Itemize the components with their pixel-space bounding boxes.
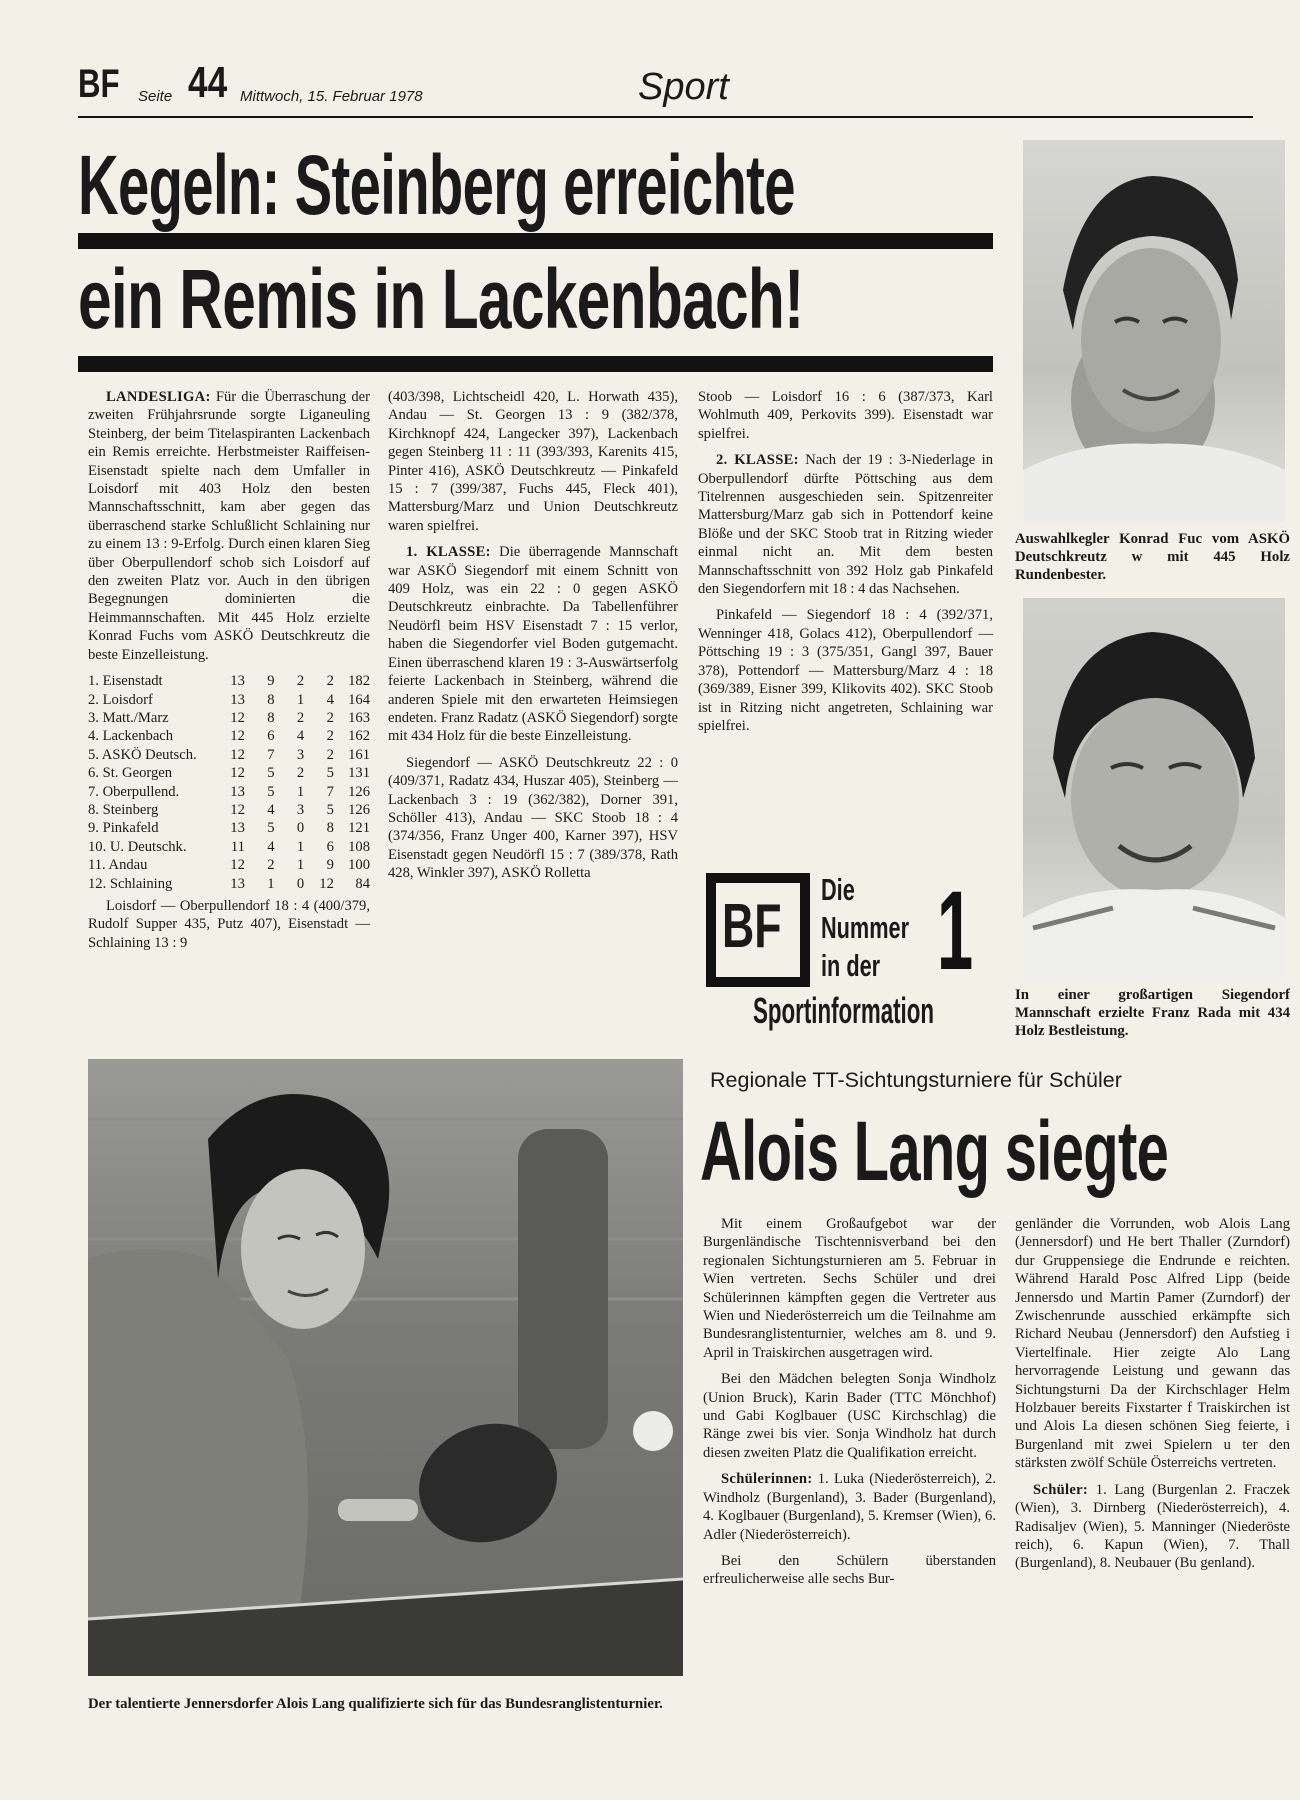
standings-value: 5 bbox=[267, 783, 275, 800]
standings-value: 1 bbox=[296, 838, 305, 855]
standings-value: 12 bbox=[230, 746, 245, 763]
headline-line1: Kegeln: Steinberg erreichte bbox=[78, 138, 795, 232]
standings-value: 100 bbox=[348, 857, 370, 874]
standings-value: 2 bbox=[326, 673, 334, 690]
standings-team: 5. ASKÖ Deutsch. bbox=[88, 746, 197, 763]
standings-row bbox=[88, 856, 370, 874]
standings-row bbox=[88, 672, 370, 690]
article2-paragraph1: Mit einem Großaufgebot war der Burgenländische Tischtennisverband bei den regionalen Sichtungsturnieren am 5. Februar in Wien vertreten. Sechs Schüler und drei Schülerinnen kämpften gegen die Vertreter aus Wien und Niederösterreich um die Teilnahme am Bundesranglistenturnier, welches am 8. und 9. April in Traiskirchen ausgetragen wird. bbox=[703, 1216, 996, 1361]
page-label: Seite bbox=[138, 88, 173, 105]
masthead-logo: BF bbox=[78, 62, 120, 106]
standings-row bbox=[88, 764, 370, 782]
article2-headline: Alois Lang siegte bbox=[700, 1104, 1169, 1198]
article2-paragraph3: Schülerinnen: 1. Luka (Niederösterreich), 2. Windholz (Burgenland), 3. Bader (Burgenland), 4. Koglbauer (Burgenland), 5. Kremser (Wien), 6. Adler (Niederösterreich). bbox=[703, 1471, 996, 1543]
standings-value: 1 bbox=[296, 857, 305, 874]
article1-column1 bbox=[88, 388, 370, 960]
table-tennis-photo bbox=[88, 1059, 683, 1676]
article1-col2-paragraph2: 1. KLASSE: Die überragende Mannschaft war ASKÖ Siegendorf mit einem Schnitt von 409 Holz, was ein 22 : 0 gegen ASKÖ Deutschkreutz einbrachte. Da Tabellenführer Neudörfl beim HSV Eisenstadt 7 : 15 verlor, haben die Siegendorfer viel Boden gutgemacht. Einen überraschend klaren 19 : 3-Auswärtserfolg feierte Lackenbach in Steinberg, während die anderen Spiele mit den erwarteten Heimsiegen endeten. Franz Radatz (ASKÖ Siegendorf) sorgte mit 434 Holz für die beste Einzelleistung. bbox=[388, 544, 679, 745]
standings-value: 13 bbox=[230, 783, 245, 800]
standings-team: 4. Lackenbach bbox=[88, 728, 174, 745]
standings-value: 108 bbox=[348, 838, 370, 855]
standings-value: 12 bbox=[230, 801, 245, 818]
standings-value: 6 bbox=[326, 838, 334, 855]
standings-value: 11 bbox=[230, 838, 245, 855]
article2-col2-paragraph2: Schüler: 1. Lang (Burgenlan 2. Fraczek (Wien), 3. Dirnberg (Niederösterreich), 4. Radisaljev (Wien), 5. Manninger (Niederöste reich), 6. Kapun (Wien), 7. Thall (Burgenland), 8. Neubauer (Bu genland). bbox=[1015, 1481, 1290, 1572]
standings-value: 8 bbox=[267, 709, 275, 726]
headline-rule-1 bbox=[78, 233, 993, 249]
table-tennis-illustration bbox=[88, 1059, 683, 1676]
lead-label-1-klasse: 1. KLASSE: bbox=[406, 544, 491, 561]
photo-caption-1: Auswahlkegler Konrad Fuc vom ASKÖ Deutschkreutz w mit 445 Holz Rundenbester. bbox=[1015, 531, 1290, 583]
portrait-photo-franz-radatz bbox=[1023, 598, 1285, 980]
article2-paragraph2: Bei den Mädchen belegten Sonja Windholz (Union Bruck), Karin Bader (TTC Mönchhof) und Gabi Koglbauer (USC Kirchschlag) die Ränge zwei bis vier. Sonja Windholz hat durch diesen zweiten Platz die Qualifikation erreicht. bbox=[703, 1371, 996, 1461]
standings-value: 5 bbox=[326, 801, 334, 818]
standings-value: 1 bbox=[267, 875, 275, 892]
article1-col3-paragraph3: Pinkafeld — Siegendorf 18 : 4 (392/371, Wenninger 418, Golacs 412), Oberpullendorf — Pöttsching 19 : 3 (375/351, Gangl 397, Bauer 378), Pottendorf — Mattersburg/Marz 4 : 18 (369/389, Eisner 399, Klikovits 402). SKC Stoob ist in Ritzing nicht angetreten, Schlaining war spielfrei. bbox=[698, 607, 993, 734]
standings-value: 7 bbox=[267, 746, 275, 763]
standings-row bbox=[88, 838, 370, 856]
standings-value: 13 bbox=[230, 875, 245, 892]
section-title: Sport bbox=[638, 66, 729, 108]
standings-value: 5 bbox=[326, 765, 334, 782]
promo-logo: BF bbox=[722, 892, 782, 961]
standings-row bbox=[88, 691, 370, 709]
standings-value: 12 bbox=[230, 709, 245, 726]
standings-team: 11. Andau bbox=[88, 857, 148, 874]
standings-value: 161 bbox=[348, 746, 370, 763]
standings-value: 5 bbox=[267, 820, 275, 837]
standings-value: 12 bbox=[230, 765, 245, 782]
standings-value: 2 bbox=[326, 728, 334, 745]
promo-box bbox=[703, 868, 993, 1035]
article1-paragraph1: LANDESLIGA: Für die Überraschung der zweiten Frühjahrsrunde sorgte Liganeuling Steinberg, der beim Titelaspiranten Lackenbach ein Remis erreichte. Herbstmeister Raiffeisen-Eisenstadt spielte nach dem Umfaller in Loisdorf mit 403 Holz den besten Mannschaftsschnitt, kam aber gegen das überraschend starke Schlußlicht Schlaining nur zu einem 13 : 9-Erfolg. Durch einen klaren Sieg über Oberpullendorf schob sich Loisdorf auf den zweiten Platz vor. Auch in den übrigen Begegnungen dominierten die Heimmannschaften. Mit 445 Holz erzielte Konrad Fuchs vom ASKÖ Deutschkreutz die beste Einzelleistung. bbox=[88, 389, 370, 663]
article1-column2 bbox=[388, 388, 678, 891]
standings-team: 8. Steinberg bbox=[88, 801, 159, 818]
standings-value: 4 bbox=[267, 838, 275, 855]
headline-rule-2 bbox=[78, 356, 993, 372]
page-number: 44 bbox=[188, 58, 228, 107]
standings-team: 3. Matt./Marz bbox=[88, 709, 169, 726]
article1-column3 bbox=[698, 388, 993, 743]
standings-value: 12 bbox=[319, 875, 334, 892]
article1-col3-paragraph2: 2. KLASSE: Nach der 19 : 3-Niederlage in Oberpullendorf dürfte Pöttsching aus dem Titelrennen ausgeschieden sein. Spitzenreiter Mattersburg/Marz gab sich in Pottendorf keine Blöße und der SKC Stoob trat in Ritzing wieder einmal nicht an. Mit dem besten Mannschaftsschnitt von 392 Holz gab Pinkafeld den Siegendorfern mit 18 : 4 das Nachsehen. bbox=[698, 452, 993, 598]
standings-value: 164 bbox=[348, 691, 370, 708]
standings-value: 3 bbox=[296, 801, 305, 818]
promo-logo-frame bbox=[706, 873, 810, 987]
standings-value: 12 bbox=[230, 857, 245, 874]
standings-value: 3 bbox=[296, 746, 305, 763]
standings-value: 2 bbox=[296, 765, 305, 782]
portrait-illustration-1 bbox=[1023, 140, 1285, 522]
standings-value: 9 bbox=[267, 673, 275, 690]
promo-tagline: Sportinformation bbox=[753, 990, 935, 1031]
standings-value: 6 bbox=[267, 728, 275, 745]
photo-caption-3: Der talentierte Jennersdorfer Alois Lang qualifizierte sich für das Bundesranglistenturnier. bbox=[88, 1696, 663, 1712]
portrait-illustration-2 bbox=[1023, 598, 1285, 980]
standings-value: 0 bbox=[296, 820, 305, 837]
issue-date: Mittwoch, 15. Februar 1978 bbox=[240, 88, 423, 105]
standings-value: 121 bbox=[348, 820, 370, 837]
standings-value: 9 bbox=[326, 857, 334, 874]
standings-value: 13 bbox=[230, 691, 245, 708]
standings-row bbox=[88, 875, 370, 893]
article1-col3-paragraph1: Stoob — Loisdorf 16 : 6 (387/373, Karl Wohlmuth 409, Perkovits 399). Eisenstadt war spielfrei. bbox=[698, 389, 993, 442]
standings-value: 4 bbox=[267, 801, 275, 818]
standings-team: 9. Pinkafeld bbox=[88, 820, 159, 837]
article2-column1 bbox=[703, 1215, 996, 1597]
headline-line2: ein Remis in Lackenbach! bbox=[78, 252, 804, 346]
standings-row bbox=[88, 746, 370, 764]
lead-label-schuelerinnen: Schülerinnen: bbox=[721, 1471, 813, 1488]
standings-value: 1 bbox=[296, 783, 305, 800]
standings-value: 2 bbox=[326, 709, 334, 726]
portrait-photo-konrad-fuchs bbox=[1023, 140, 1285, 522]
standings-value: 8 bbox=[267, 691, 275, 708]
article2-paragraph4: Bei den Schülern überstanden erfreulicherweise alle sechs Bur- bbox=[703, 1552, 996, 1588]
standings-team: 12. Schlaining bbox=[88, 875, 173, 892]
standings-value: 2 bbox=[267, 857, 275, 874]
article1-col2-paragraph3: Siegendorf — ASKÖ Deutschkreutz 22 : 0 (409/371, Radatz 434, Huszar 405), Steinberg — Lackenbach 3 : 19 (362/382), Dorner 391, Schöller 413), Andau — SKC Stoob 18 : 4 (374/356, Franz Unger 400, Karner 397), HSV Eisenstadt gegen Neudörfl 15 : 7 (389/378, Rath 428, Winkler 397), ASKÖ Rolletta bbox=[388, 754, 678, 882]
standings-value: 84 bbox=[355, 875, 370, 892]
lead-label-schueler: Schüler: bbox=[1033, 1481, 1089, 1498]
standings-value: 4 bbox=[296, 728, 305, 745]
promo-line1: Die bbox=[821, 872, 855, 907]
standings-value: 2 bbox=[326, 746, 334, 763]
standings-team: 2. Loisdorf bbox=[88, 691, 153, 708]
article2-kicker: Regionale TT-Sichtungsturniere für Schüler bbox=[710, 1068, 1122, 1092]
promo-number: 1 bbox=[937, 868, 974, 993]
standings-team: 1. Eisenstadt bbox=[88, 673, 163, 690]
article2-col2-paragraph1: genländer die Vorrunden, wob Alois Lang (Jennersdorf) und He bert Thaller (Zurndorf) dur Gruppensiege die Endrunde e reichten. Während Harald Posc Alfred Lipp (beide Jennersdo und Martin Pamer (Zurndorf) der Zwischenrunde ausschied erkämpfte sich Richard Neubau (Jennersdorf) den Aufstieg i Viertelfinale. Hier zeigte Alo Lang hervorragende Leistung und gewann das Sichtungsturni Da der Kirchschlager Helm Holzbauer bereits Fixstarter f Traiskirchen ist und Alois La diesen schönen Sieg feierte, i Burgenland mit zwei Spielern u ter den stärksten zwölf Schüle Österreichs vertreten. bbox=[1015, 1216, 1290, 1472]
standings-row bbox=[88, 709, 370, 727]
standings-row bbox=[88, 801, 370, 819]
header-rule bbox=[78, 116, 1253, 118]
standings-team: 6. St. Georgen bbox=[88, 765, 173, 782]
standings-value: 12 bbox=[230, 728, 245, 745]
standings-value: 2 bbox=[296, 673, 305, 690]
standings-value: 4 bbox=[326, 691, 334, 708]
standings-value: 13 bbox=[230, 820, 245, 837]
standings-row bbox=[88, 819, 370, 837]
standings-row bbox=[88, 727, 370, 745]
standings-value: 0 bbox=[296, 875, 305, 892]
standings-value: 2 bbox=[296, 709, 305, 726]
standings-table bbox=[88, 672, 370, 893]
standings-value: 13 bbox=[230, 673, 245, 690]
standings-value: 5 bbox=[267, 765, 275, 782]
article1-col2-paragraph1: (403/398, Lichtscheidl 420, L. Horwath 435), Andau — St. Georgen 13 : 9 (382/378, Kirchknopf 424, Langecker 397), Lackenbach gegen Steinberg 11 : 11 (393/393, Karenits 415, Pinter 416), ASKÖ Deutschkreutz — Pinkafeld 15 : 7 (399/387, Fuchs 445, Fleck 401), Mattersburg/Marz und Union Deutschkreutz waren spielfrei. bbox=[388, 389, 678, 534]
article1-paragraph2: Loisdorf — Oberpullendorf 18 : 4 (400/379, Rudolf Supper 435, Putz 407), Eisenstadt — Schlaining 13 : 9 bbox=[88, 897, 370, 951]
standings-team: 10. U. Deutschk. bbox=[88, 838, 187, 855]
standings-value: 182 bbox=[348, 673, 370, 690]
photo-caption-2: In einer großartigen Siegendorf Mannschaft erzielte Franz Rada mit 434 Holz Bestleistung. bbox=[1015, 987, 1290, 1039]
standings-row bbox=[88, 783, 370, 801]
standings-value: 131 bbox=[348, 765, 370, 782]
standings-value: 1 bbox=[296, 691, 305, 708]
article2-column2 bbox=[1015, 1215, 1290, 1581]
standings-value: 162 bbox=[348, 728, 370, 745]
standings-value: 7 bbox=[326, 783, 334, 800]
standings-value: 163 bbox=[348, 709, 370, 726]
standings-team: 7. Oberpullend. bbox=[88, 783, 180, 800]
standings-value: 126 bbox=[348, 801, 370, 818]
standings-value: 8 bbox=[326, 820, 334, 837]
promo-line2: Nummer bbox=[821, 910, 910, 945]
standings-value: 126 bbox=[348, 783, 370, 800]
promo-line3: in der bbox=[821, 948, 881, 983]
lead-label-2-klasse: 2. KLASSE: bbox=[716, 452, 799, 469]
lead-label-landesliga: LANDESLIGA: bbox=[106, 389, 211, 405]
